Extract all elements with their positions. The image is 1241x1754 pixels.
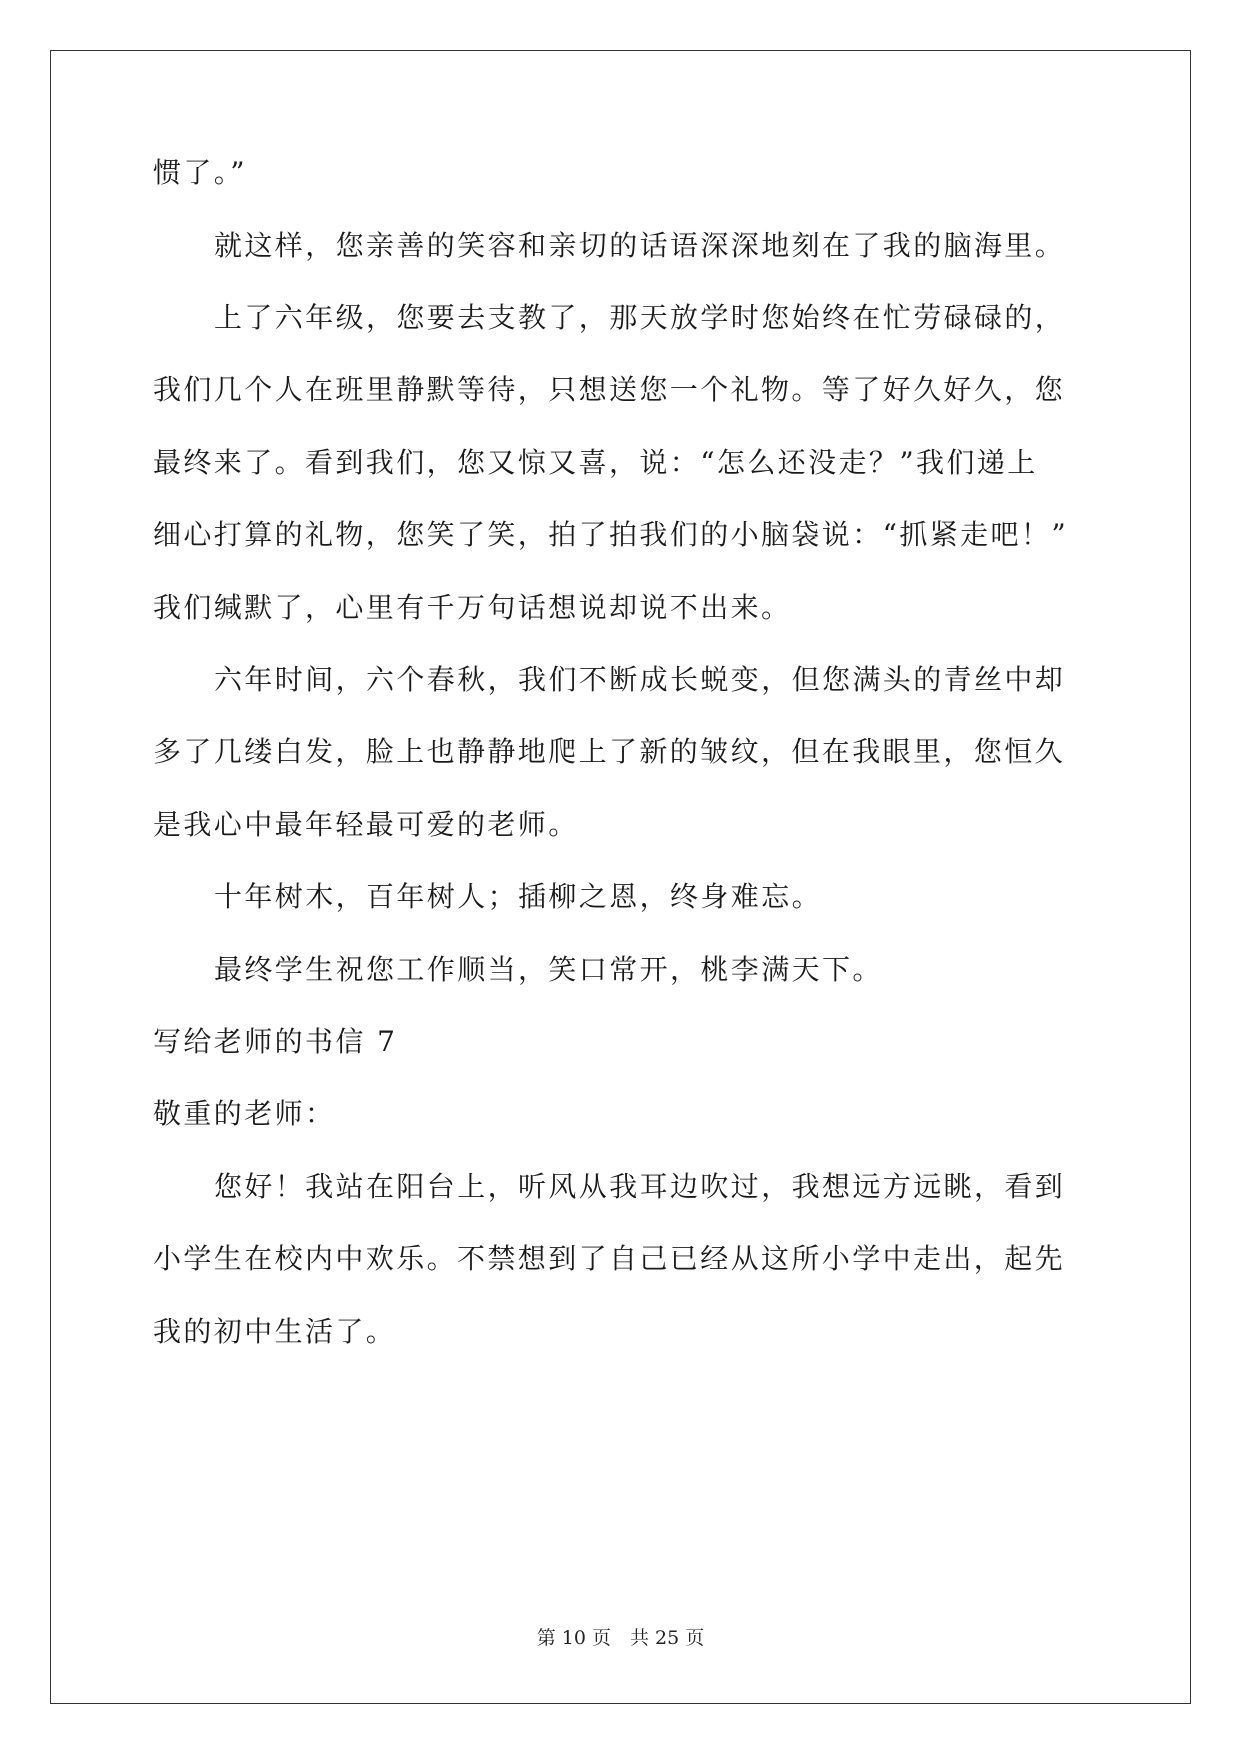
text-line: 我们缄默了，心里有千万句话想说却说不出来。 (153, 591, 792, 624)
page-number-footer: 第 10 页 共 25 页 (536, 1627, 705, 1649)
paragraph-line: 最终学生祝您工作顺当，笑口常开，桃李满天下。 (214, 953, 883, 986)
text-line: 小学生在校内中欢乐。不禁想到了自己已经从这所小学中走出，起先 (153, 1242, 1066, 1275)
salutation: 敬重的老师： (153, 1097, 336, 1130)
text-line: 惯了。” (153, 156, 247, 189)
text-line: 最终来了。看到我们，您又惊又喜，说：“怎么还没走？”我们递上 (153, 446, 1038, 479)
section-heading: 写给老师的书信 7 (153, 1025, 398, 1058)
text-line: 我的初中生活了。 (153, 1315, 397, 1348)
text-line: 我们几个人在班里静默等待，只想送您一个礼物。等了好久好久，您 (153, 373, 1066, 406)
text-line: 细心打算的礼物，您笑了笑，拍了拍我们的小脑袋说：“抓紧走吧！” (153, 518, 1069, 551)
paragraph-line: 您好！我站在阳台上，听风从我耳边吹过，我想远方远眺，看到 (214, 1170, 1066, 1203)
text-line: 多了几缕白发，脸上也静静地爬上了新的皱纹，但在我眼里，您恒久 (153, 735, 1066, 768)
text-line: 是我心中最年轻最可爱的老师。 (153, 808, 579, 841)
paragraph-line: 上了六年级，您要去支教了，那天放学时您始终在忙劳碌碌的， (214, 301, 1066, 334)
paragraph-line: 就这样，您亲善的笑容和亲切的话语深深地刻在了我的脑海里。 (214, 229, 1066, 262)
paragraph-line: 十年树木，百年树人；插柳之恩，终身难忘。 (214, 880, 823, 913)
paragraph-line: 六年时间，六个春秋，我们不断成长蜕变，但您满头的青丝中却 (214, 663, 1066, 696)
